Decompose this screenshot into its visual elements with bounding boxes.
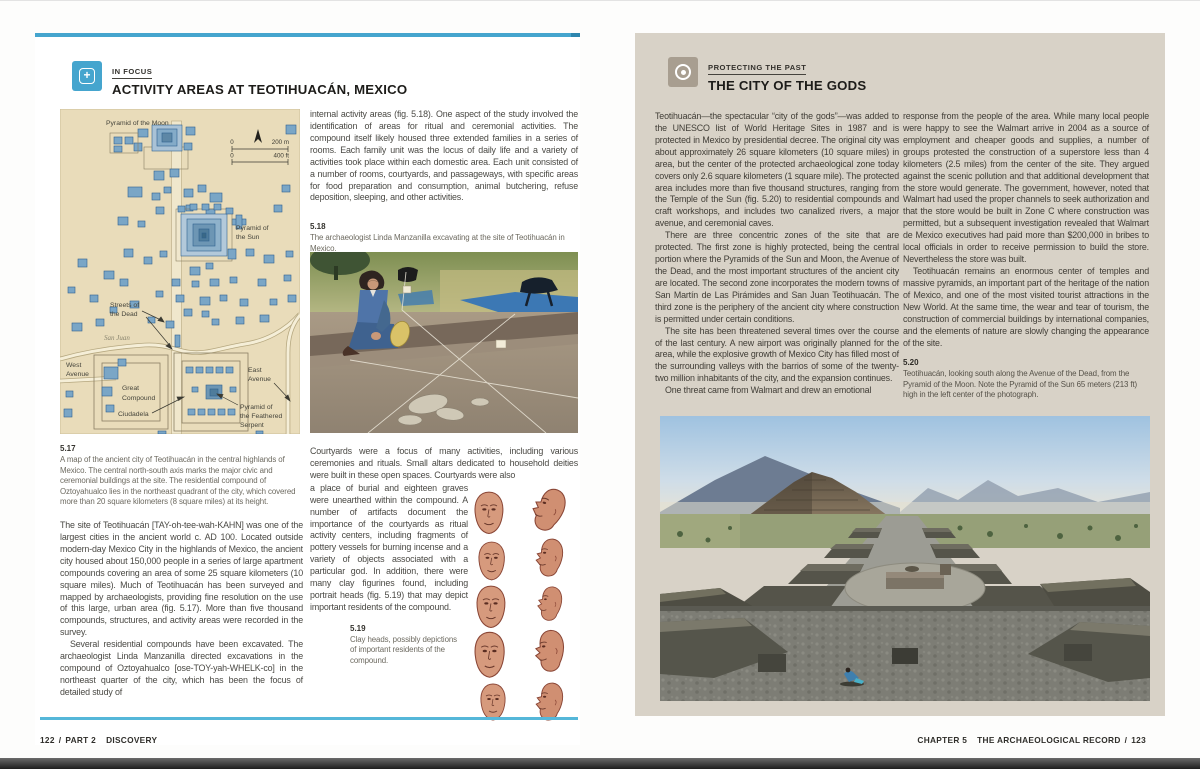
accent-rule-bottom xyxy=(40,717,578,720)
left-kicker: IN FOCUS xyxy=(112,67,152,79)
paragraph-gods-5: response from the people of the area. While many local people were happy to see the Walmart arrive in 2004 as a source of employment and cheaper goods and supplies, a number of groups protested the construction of a superstore less than 4 kilometers (2.5 miles) from the center of the site. They argued against the scenic pollution and that additional development that the store would generate. The government, however, noted that Walmart had used the proper channels to seek authorization and that the store would be built in Zone C where construction was permitted, but a subsequent investigation revealed that Walmart de Mexico executives had paid more than $200,000 in bribes to local officials in order to receive permission to build the store. Nevertheless the store was built. xyxy=(903,111,1149,265)
left-column-body xyxy=(60,520,303,699)
figure-517-number: 5.17 xyxy=(60,444,76,453)
map-label-west-2: Avenue xyxy=(66,371,89,378)
paragraph-gods-1: Teotihuacán—the spectacular “city of the gods”—was added to the UNESCO list of World Heritage Sites in 1987 and is protected in Mexico by presidential decree. The original city was about approximately 26 square kilometers (10 square miles) in area, but the center of the protected archaeological zone today covers only 2.6 square kilometers (1 square mile). The protected area includes more than five thousand structures, ranging from the Temple of the Sun (fig. 5.20) to residential compounds and craft workshops, and includes two canalized rivers, a major avenue, and ceremonial caves. xyxy=(655,111,899,229)
teotihuacan-map xyxy=(60,109,300,434)
left-page-number: 122 xyxy=(40,735,55,745)
map-label-east-1: East xyxy=(248,367,262,374)
figure-520-caption xyxy=(903,358,1149,401)
figure-519-number: 5.19 xyxy=(350,623,366,633)
map-label-serpent-3: Serpent xyxy=(240,422,264,429)
section-label: DISCOVERY xyxy=(106,735,158,745)
map-figure xyxy=(60,109,300,434)
in-focus-icon xyxy=(72,61,102,91)
paragraph-courtyards-wrap: a place of burial and eighteen graves were unearthed within the compound. A number of artifacts document the importance of the courtyards as ritual activity centers, including fragments of pottery vessels for burning incense and a variety of objects associated with a particular god. In addition, there were many clay figurines found, including portrait heads (fig. 5.19) that may depict important residents of the compound. xyxy=(310,482,468,612)
chapter-label: CHAPTER 5 xyxy=(917,735,968,745)
plus-icon: + xyxy=(79,68,95,84)
figure-519-caption-text: Clay heads, possibly depictions of important residents of the compound. xyxy=(350,634,457,665)
left-page xyxy=(35,33,580,745)
figure-520-caption-text: Teotihuacán, looking south along the Avenue of the Dead, from the Pyramid of the Moon. Note the Pyramid of the Sun 65 meters (213 ft) high in the left center of the photograph. xyxy=(903,369,1138,400)
paragraph-site-1: The site of Teotihuacán [TAY-oh-tee-wah-KAHN] was one of the largest cities in the ancient world c. AD 100. Located outside modern-day Mexico City in the highlands of Mexico, the ancient city housed about 150,000 people in a series of large apartment compounds covering an area of some 25 square kilometers (10 square miles). Much of Teotihuacán has been surveyed and mapped by archaeologists, providing fine resolution on the use of this large, urban area (fig. 5.17). More than five thousand compounds, structures, and activity areas were recorded in the survey. xyxy=(60,520,303,638)
figure-518-caption-text: The archaeologist Linda Manzanilla excavating at the site of Teotihuacán in Mexico. xyxy=(310,233,565,253)
map-label-east-2: Avenue xyxy=(248,376,271,383)
map-label-streets-1: Streets of xyxy=(110,302,140,309)
map-scale-0m: 0 xyxy=(230,139,234,146)
paragraph-gods-4: One threat came from Walmart and drew an emotional xyxy=(665,385,872,396)
map-scale-400ft: 400 ft xyxy=(273,152,289,160)
right-column-2 xyxy=(903,111,1149,401)
map-label-river: San Juan xyxy=(104,334,130,342)
courtyards-section xyxy=(310,446,578,723)
excavation-photo xyxy=(310,252,578,433)
map-label-serpent-1: Pyramid of xyxy=(240,404,273,411)
map-label-streets-2: the Dead xyxy=(110,311,138,318)
map-label-great-1: Great xyxy=(122,385,139,392)
book-edge xyxy=(0,758,1200,769)
map-scale-200m: 200 m xyxy=(271,139,289,146)
left-page-header xyxy=(72,61,407,97)
avenue-of-the-dead-photo xyxy=(660,416,1150,701)
map-label-moon: Pyramid of the Moon xyxy=(106,120,169,127)
paragraph-intro-continuation: internal activity areas (fig. 5.18). One aspect of the study involved the identification of areas for ritual and ceremonial activities. The compound itself likely housed three extended families in a series of rooms. Each family unit was the locus of daily life and a variety of activities took place within each domestic area. Each unit consisted of a number of rooms, courtyards, and passageways, with specific areas for food preparation and consumption, animal butchering, refuse deposition, sleeping, and other activities. xyxy=(310,109,578,203)
clay-heads-figure xyxy=(468,483,578,723)
accent-rule-top xyxy=(35,33,580,37)
left-title: ACTIVITY AREAS AT TEOTIHUACÁN, MEXICO xyxy=(112,82,408,97)
map-label-sun-1: Pyramid of xyxy=(236,225,269,232)
figure-518-caption xyxy=(310,222,570,254)
right-column-1 xyxy=(655,111,899,397)
map-label-serpent-2: the Feathered xyxy=(240,413,283,420)
protecting-the-past-icon xyxy=(668,57,698,87)
figure-519-caption xyxy=(350,624,462,667)
footer-separator: / xyxy=(1124,735,1128,745)
map-label-great-2: Compound xyxy=(122,395,156,402)
footer-separator: / xyxy=(58,735,62,745)
map-scale-0ft: 0 xyxy=(230,152,234,160)
paragraph-courtyards-intro: Courtyards were a focus of many activities, including various ceremonies and rituals. Small altars dedicated to household deities were built in these open spaces. Courtyards were also xyxy=(310,446,578,480)
right-page xyxy=(635,33,1165,716)
figure-518-number: 5.18 xyxy=(310,222,326,231)
chapter-title: THE ARCHAEOLOGICAL RECORD xyxy=(977,735,1121,745)
paragraph-site-2: Several residential compounds have been excavated. The archaeologist Linda Manzanilla directed excavations in the compound of Oztoyahualco [ose-TOY-yah-WHELK-co] in the northeast quarter of the city, which has been the focus of detailed study of xyxy=(60,639,303,697)
figure-517-caption xyxy=(60,444,307,508)
right-page-number: 123 xyxy=(1131,735,1146,745)
figure-517-caption-text: A map of the ancient city of Teotihuacán in the central highlands of Mexico. The central north-south axis marks the major civic and ceremonial buildings at the site. The residential compound of Oztoyahualco lies in the northeast quadrant of the city, which covered more than 20 square kilometers (8 square miles) at its height. xyxy=(60,455,296,506)
paragraph-gods-6: Teotihuacán remains an enormous center of temples and massive pyramids, an important part of the heritage of the nation of Mexico, and one of the most visited tourist attractions in the New World. At the same time, the wear and tear of tourism, the construction of commercial buildings by international companies, and the elements of nature are slowly changing the appearance of the site. xyxy=(903,265,1149,348)
right-page-header xyxy=(668,57,866,93)
left-footer xyxy=(40,735,161,745)
figure-520-number: 5.20 xyxy=(903,358,919,368)
paragraph-gods-2: There are three concentric zones of the site that are protected. The first zone is highly protected, being the central portion where the Pyramids of the Sun and Moon, the Avenue of the Dead, and the most important structures of the ancient city are located. The second zone incorporates the modern towns of San Martín de Las Pirámides and San Juan Teotihuacán. The third zone is the periphery of the ancient city where construction is permitted under certain conditions. xyxy=(655,230,899,324)
paragraph-gods-3: The site has been threatened several times over the course of the last century. A new airport was originally planned for the area, while the explosive growth of Mexico City has filled most of the surrounding valleys with the barrios of some of the twenty-two million inhabitants of the city, and the expansion continues. xyxy=(655,325,899,384)
right-title: THE CITY OF THE GODS xyxy=(708,78,867,93)
map-label-sun-2: the Sun xyxy=(236,234,260,241)
map-label-west-1: West xyxy=(66,362,82,369)
right-footer xyxy=(917,735,1150,745)
intro-continuation xyxy=(310,109,578,204)
map-label-ciudadela: Ciudadela xyxy=(118,411,149,418)
right-kicker: PROTECTING THE PAST xyxy=(708,63,806,75)
part-label: PART 2 xyxy=(65,735,97,745)
